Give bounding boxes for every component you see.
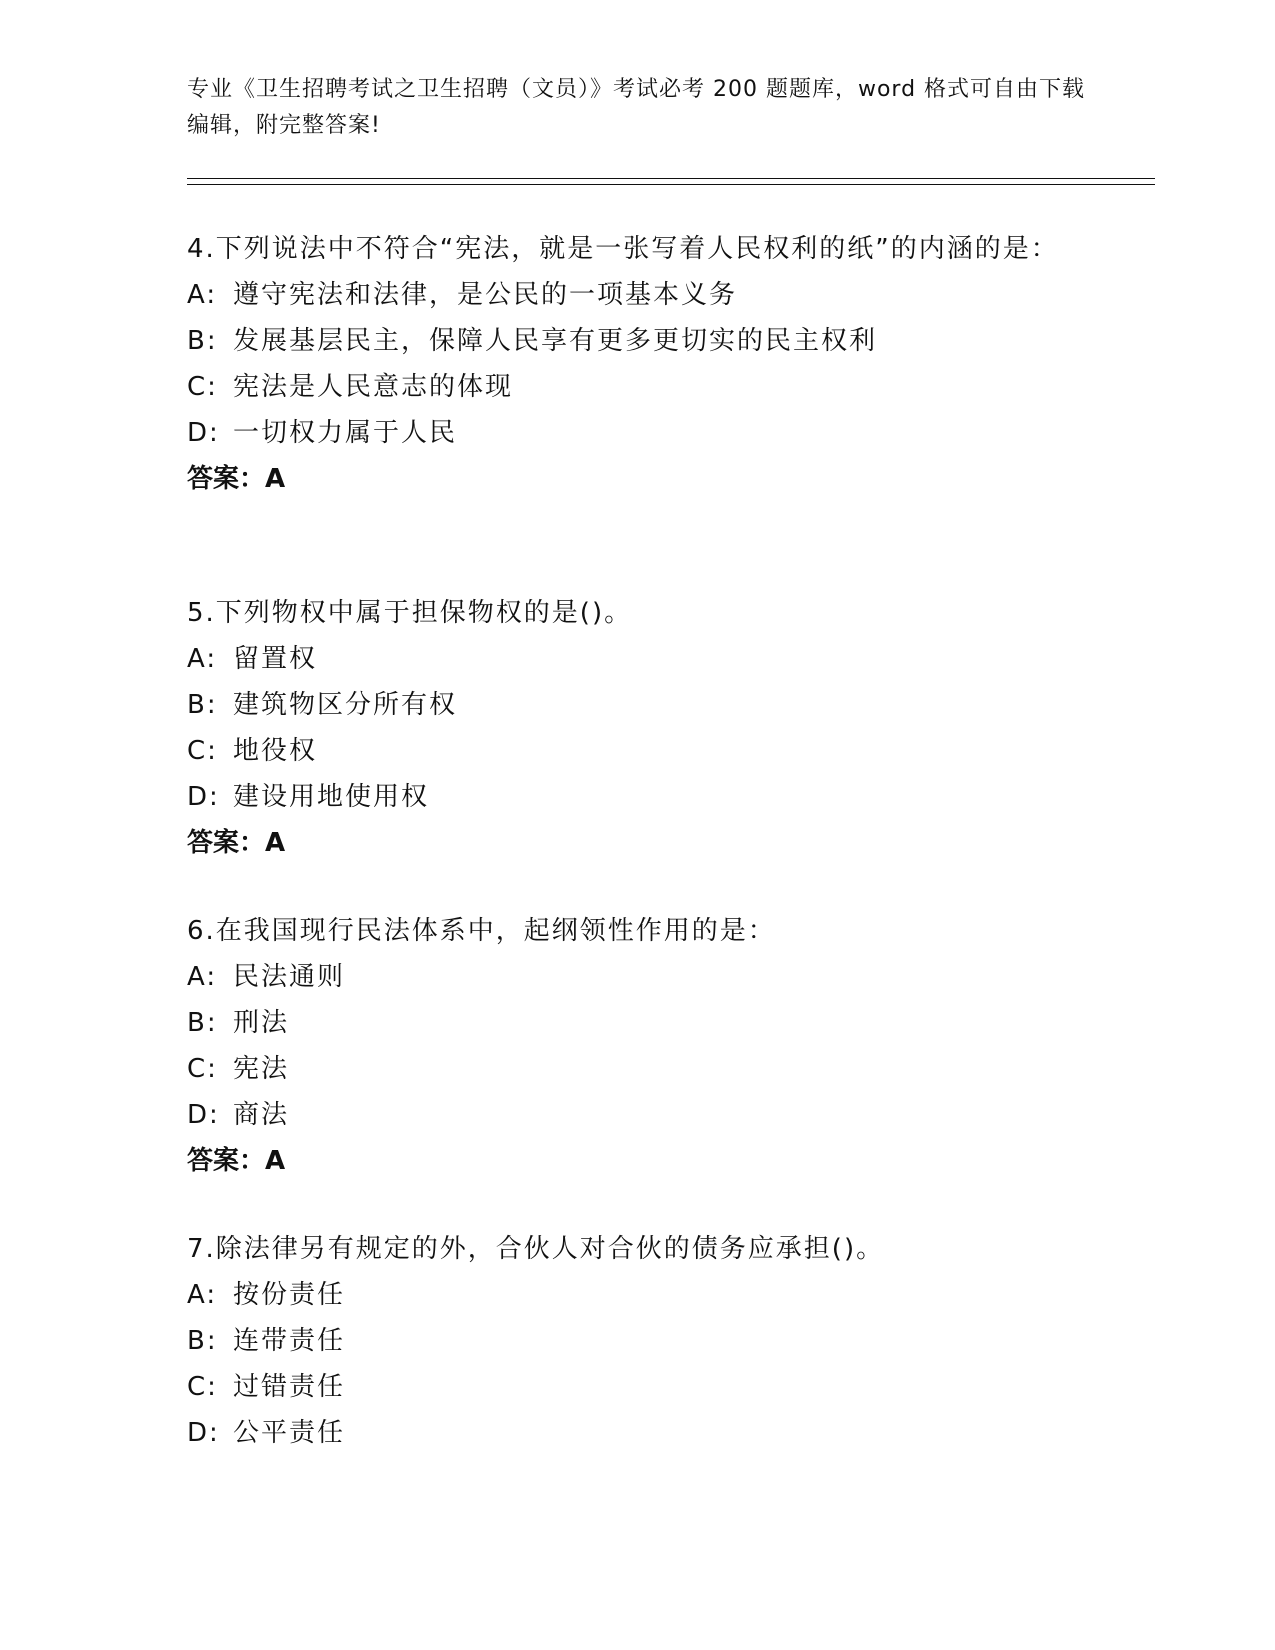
option-text: 宪法 <box>233 1054 290 1084</box>
option-text: 建设用地使用权 <box>233 782 430 812</box>
option-key: A: <box>187 280 218 310</box>
option-key: C: <box>187 372 218 402</box>
option-text: 民法通则 <box>233 962 346 992</box>
question-7 <box>187 1226 1087 1456</box>
option-b <box>187 682 1087 728</box>
option-key: D: <box>187 782 220 812</box>
option-d <box>187 1410 1087 1456</box>
option-key: B: <box>187 326 218 356</box>
option-d <box>187 1092 1087 1138</box>
option-text: 按份责任 <box>233 1280 346 1310</box>
option-text: 遵守宪法和法律，是公民的一项基本义务 <box>233 280 738 310</box>
option-key: D: <box>187 1418 220 1448</box>
option-key: C: <box>187 1054 218 1084</box>
option-key: B: <box>187 690 218 720</box>
option-text: 一切权力属于人民 <box>233 418 458 448</box>
question-5 <box>187 590 1087 866</box>
option-d <box>187 774 1087 820</box>
question-6 <box>187 908 1087 1184</box>
option-key: C: <box>187 736 218 766</box>
option-key: A: <box>187 644 218 674</box>
option-a <box>187 954 1087 1000</box>
option-c <box>187 1046 1087 1092</box>
option-text: 发展基层民主，保障人民享有更多更切实的民主权利 <box>233 326 878 356</box>
option-b <box>187 1318 1087 1364</box>
option-c <box>187 1364 1087 1410</box>
question-title: 4.下列说法中不符合“宪法，就是一张写着人民权利的纸”的内涵的是： <box>187 234 1059 264</box>
option-b <box>187 1000 1087 1046</box>
option-a <box>187 272 1087 318</box>
option-a <box>187 636 1087 682</box>
option-text: 建筑物区分所有权 <box>233 690 458 720</box>
question-4 <box>187 226 1087 502</box>
option-text: 刑法 <box>233 1008 290 1038</box>
option-text: 连带责任 <box>233 1326 346 1356</box>
option-c <box>187 364 1087 410</box>
option-text: 留置权 <box>233 644 318 674</box>
answer-label: 答案：A <box>187 1146 286 1176</box>
option-key: C: <box>187 1372 218 1402</box>
option-key: B: <box>187 1008 218 1038</box>
option-text: 宪法是人民意志的体现 <box>233 372 514 402</box>
option-text: 地役权 <box>233 736 318 766</box>
question-title: 7.除法律另有规定的外，合伙人对合伙的债务应承担()。 <box>187 1234 885 1264</box>
option-key: B: <box>187 1326 218 1356</box>
option-key: A: <box>187 962 218 992</box>
option-key: D: <box>187 1100 220 1130</box>
option-d <box>187 410 1087 456</box>
option-text: 过错责任 <box>233 1372 346 1402</box>
option-key: A: <box>187 1280 218 1310</box>
document-header: 专业《卫生招聘考试之卫生招聘（文员）》考试必考 200 题题库，word 格式可自由下载编辑，附完整答案! <box>187 77 1086 138</box>
answer-label: 答案：A <box>187 828 286 858</box>
header-divider <box>187 178 1155 185</box>
question-title: 5.下列物权中属于担保物权的是()。 <box>187 598 633 628</box>
option-c <box>187 728 1087 774</box>
question-title: 6.在我国现行民法体系中，起纲领性作用的是： <box>187 916 776 946</box>
option-text: 公平责任 <box>233 1418 346 1448</box>
option-a <box>187 1272 1087 1318</box>
option-key: D: <box>187 418 220 448</box>
option-b <box>187 318 1087 364</box>
option-text: 商法 <box>233 1100 290 1130</box>
answer-label: 答案：A <box>187 464 286 494</box>
